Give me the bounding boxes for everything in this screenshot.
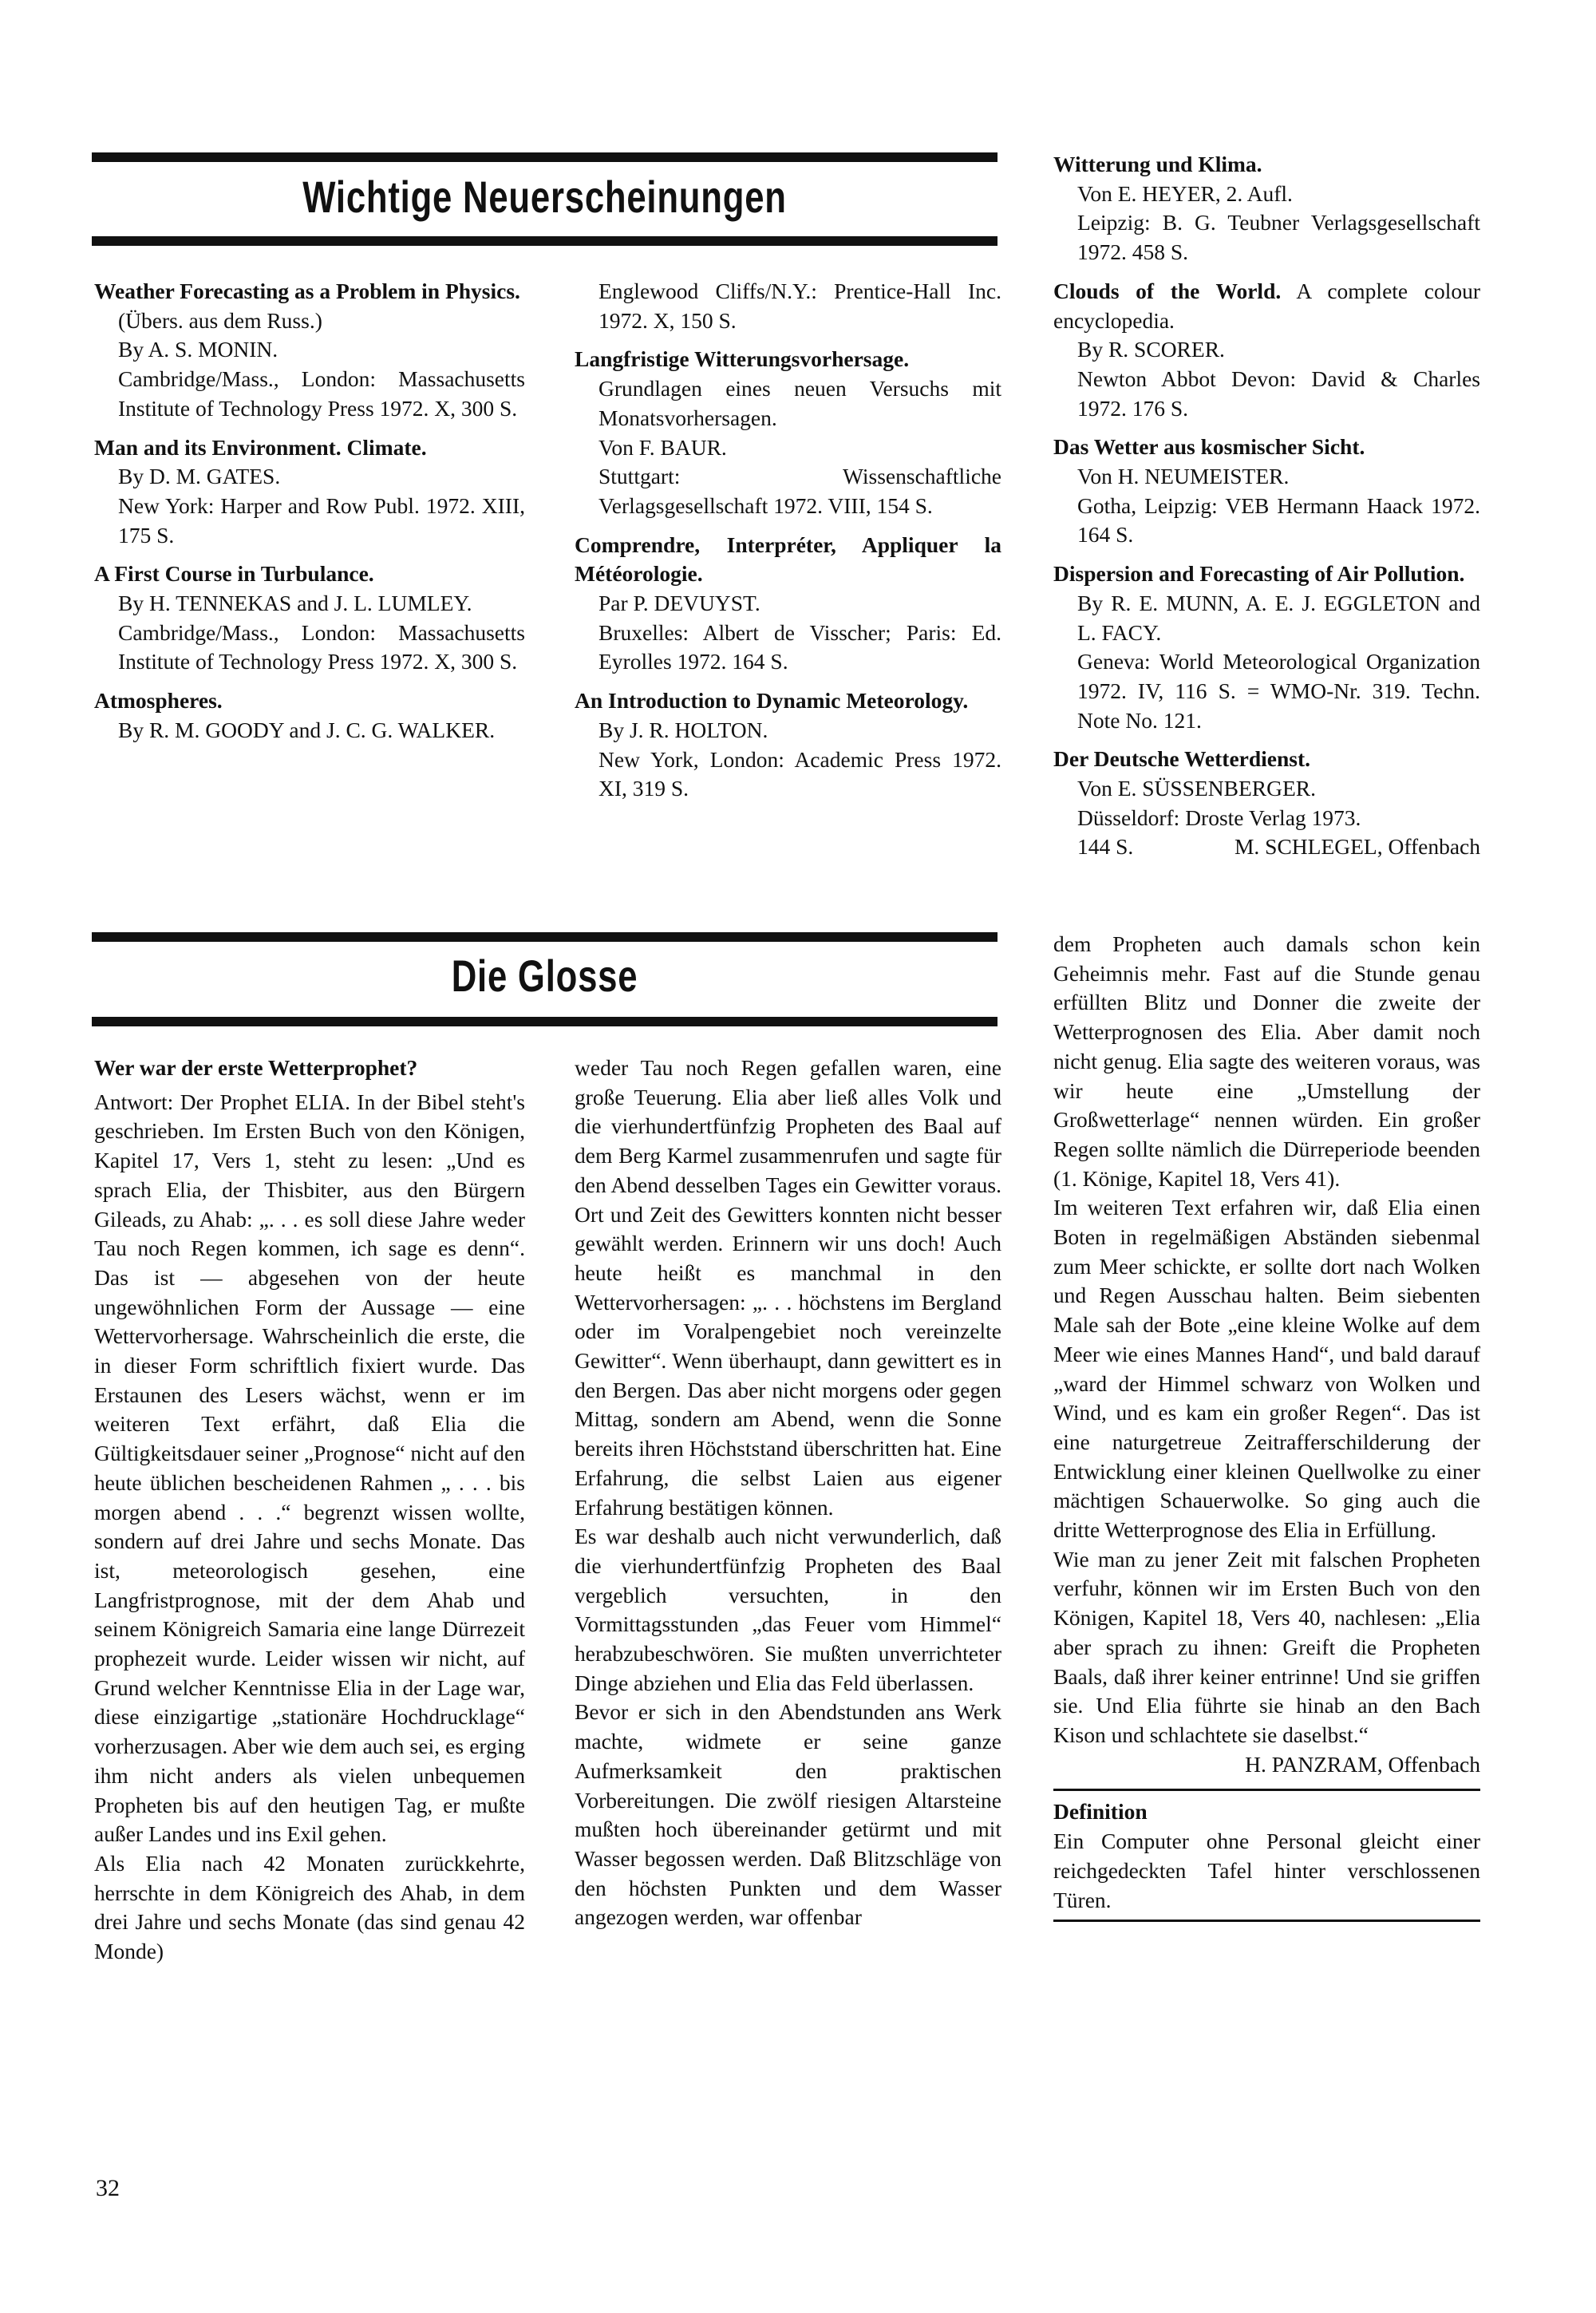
book-detail: Cambridge/Mass., London: Massachusetts Institute of Technology Press 1972. X, 300 S. — [118, 619, 525, 674]
book-detail: Leipzig: B. G. Teubner Verlagsgesellschaft 1972. 458 S. — [1077, 210, 1480, 265]
book-entry — [575, 686, 1001, 804]
glosse-paragraph: Bevor er sich in den Abendstunden ans Werk machte, widmete er seine ganze Aufmerksamkeit den praktischen Vorbereitungen. Die zwölf riesigen Altarsteine mußten hoch übereinander getürmt und mit Wasser begossen werden. Daß Blitzschläge von den höchsten Punkten und dem Wasser angezogen werden, war offenbar — [575, 1699, 1001, 1930]
book-detail: Englewood Cliffs/N.Y.: Prentice-Hall Inc. 1972. X, 150 S. — [598, 279, 1001, 333]
book-detail: (Übers. aus dem Russ.) — [118, 307, 322, 333]
page-count: 144 S. — [1077, 834, 1134, 860]
book-title: Man and its Environment. Climate. — [94, 434, 427, 460]
book-title: Atmospheres. — [94, 688, 223, 714]
book-detail: By R. SCORER. — [1077, 337, 1225, 362]
glosse-paragraph: Im weiteren Text erfahren wir, daß Elia einen Boten in regelmäßigen Abständen siebenmal zum Meer schickte, er sollte dort nach Wolken und Regen Ausschau halten. Beim siebenten Male sah der Bote „eine kleine Wolke auf dem Meer wie eines Mannes Hand“, und bald darauf „ward der Himmel schwarz von Wolken und Wind, und es kam ein großer Regen“. Das ist eine naturgetreue Zeitrafferschilderung der Entwicklung einer kleinen Quellwolke zu einer mächtigen Schauerwolke. So ging auch die dritte Wetterprognose des Elia in Erfüllung. — [1053, 1195, 1480, 1543]
book-detail: Von F. BAUR. — [598, 434, 727, 460]
book-entry — [94, 277, 525, 424]
glosse-author: H. PANZRAM, Offenbach — [1245, 1751, 1480, 1777]
book-entry — [94, 559, 525, 677]
book-title: Comprendre, Interpréter, Appliquer la Météorologie. — [575, 532, 1001, 587]
book-title: Dispersion and Forecasting of Air Pollution. — [1053, 561, 1465, 587]
book-detail-signature — [1053, 832, 1480, 862]
book-detail: By H. TENNEKAS and J. L. LUMLEY. — [118, 591, 472, 616]
book-detail: By J. R. HOLTON. — [598, 717, 768, 742]
book-entry — [94, 433, 525, 551]
glosse-paragraph: weder Tau noch Regen gefallen waren, eine große Teuerung. Elia aber ließ alles Volk und die vierhundertfünfzig Propheten des Baal auf dem Berg Karmel zusammenrufen und sagte für den Abend desselben Tages ein Gewitter voraus. Ort und Zeit des Gewitters konnten nicht besser gewählt werden. Erinnern wir uns doch! Auch heute heißt es manchmal in den Wettervorhersagen: „. . . höchstens im Bergland oder im Voralpengebiet noch vereinzelte Gewitter“. Wenn überhaupt, dann gewittert es in den Bergen. Das aber nicht morgens oder gegen Mittag, sondern am Abend, wenn die Sonne bereits ihren Höchststand überschritten hat. Eine Erfahrung, die selbst Laien aus eigener Erfahrung bestätigen können. — [575, 1055, 1001, 1520]
book-detail: By D. M. GATES. — [118, 464, 281, 489]
book-detail: Cambridge/Mass., London: Massachusetts Institute of Technology Press 1972. X, 300 S. — [118, 366, 525, 421]
book-entry — [1053, 277, 1480, 424]
glosse-top-rule — [92, 932, 998, 942]
book-detail: New York, London: Academic Press 1972. XI, 319 S. — [598, 746, 1001, 801]
book-detail: Von E. SÜSSENBERGER. — [1077, 776, 1316, 801]
book-entry — [94, 686, 525, 745]
books-column-3 — [1053, 150, 1480, 872]
glosse-question: Wer war der erste Wetterprophet? — [94, 1055, 418, 1080]
book-title: Witterung und Klima. — [1053, 152, 1262, 176]
book-detail: By A. S. MONIN. — [118, 337, 279, 362]
section-title-glosse: Die Glosse — [451, 951, 638, 1001]
section-title-neuerscheinungen: Wichtige Neuerscheinungen — [302, 172, 787, 222]
book-entry — [575, 345, 1001, 520]
book-title-text: Clouds of the World. — [1053, 278, 1282, 303]
top-rule — [92, 152, 998, 162]
book-detail: Düsseldorf: Droste Verlag 1973. — [1077, 805, 1361, 830]
book-entry — [1053, 559, 1480, 735]
glosse-paragraph: dem Propheten auch damals schon kein Geheimnis mehr. Fast auf die Stunde genau erfüllten Blitz und Donner die zweite der Wetterprognosen des Elia. Aber damit noch nicht genug. Elia sagte des weiteren voraus, was wir heute eine „Umstellung der Großwetterlage“ nennen würden. Ein großer Regen sollte nämlich die Dürreperiode beenden (1. Könige, Kapitel 18, Vers 41). — [1053, 931, 1480, 1191]
definition-bottom-rule — [1053, 1920, 1480, 1922]
book-entry — [575, 531, 1001, 678]
book-detail: Par P. DEVUYST. — [598, 591, 760, 616]
book-title: A First Course in Turbulance. — [94, 561, 374, 587]
book-detail: Von H. NEUMEISTER. — [1077, 464, 1290, 489]
definition-title: Definition — [1053, 1799, 1148, 1825]
page-number: 32 — [96, 2175, 120, 2201]
book-entry — [1053, 745, 1480, 862]
definition-rule — [1053, 1789, 1480, 1791]
book-detail: Newton Abbot Devon: David & Charles 1972. 176 S. — [1077, 366, 1480, 421]
book-title: Der Deutsche Wetterdienst. — [1053, 746, 1311, 772]
book-title: Weather Forecasting as a Problem in Physics. — [94, 279, 520, 303]
under-title-rule — [92, 236, 998, 246]
definition-text: Ein Computer ohne Personal gleicht einer reichgedeckten Tafel hinter verschlossenen Türen. — [1053, 1829, 1480, 1912]
book-detail: Geneva: World Meteorological Organization 1972. IV, 116 S. = WMO-Nr. 319. Techn. Note No. 121. — [1077, 649, 1480, 733]
book-title: Langfristige Witterungsvorhersage. — [575, 346, 910, 372]
books-column-2 — [575, 277, 1001, 813]
book-detail: Bruxelles: Albert de Visscher; Paris: Ed. Eyrolles 1972. 164 S. — [598, 619, 1001, 674]
book-subtitle: A complete colour encyclopedia. — [1053, 278, 1481, 333]
books-column-1 — [94, 277, 525, 755]
glosse-paragraph: Wie man zu jener Zeit mit falschen Propheten verfuhr, können wir im Ersten Buch von den Königen, Kapitel 18, Vers 40, nachlesen: „Elia aber sprach zu ihnen: Greift die Propheten Baals, daß ihrer keiner entrinne! Und sie griffen sie. Und Elia führte sie hinab an den Bach Kison und schlachtete sie daselbst.“ — [1053, 1546, 1480, 1747]
glosse-column-2 — [575, 1054, 1001, 1932]
book-entry — [575, 277, 1001, 335]
book-detail: Stuttgart: Wissenschaftliche Verlagsgesellschaft 1972. VIII, 154 S. — [598, 464, 1001, 518]
book-title: An Introduction to Dynamic Meteorology. — [575, 688, 969, 714]
book-detail: Von E. HEYER, 2. Aufl. — [1077, 180, 1293, 206]
book-detail: Grundlagen eines neuen Versuchs mit Monatsvorhersagen. — [598, 376, 1001, 430]
book-detail: Gotha, Leipzig: VEB Hermann Haack 1972. 164 S. — [1077, 492, 1480, 548]
glosse-paragraph: Als Elia nach 42 Monaten zurückkehrte, herrschte in dem Königreich des Ahab, in dem drei Jahre und sechs Monate (das sind genau 42 Monde) — [94, 1850, 525, 1964]
glosse-under-rule — [92, 1017, 998, 1026]
reviewer-signature: M. SCHLEGEL, Offenbach — [1234, 834, 1480, 860]
book-entry — [1053, 150, 1480, 267]
book-detail: New York: Harper and Row Publ. 1972. XIII, 175 S. — [118, 492, 525, 548]
book-detail: By R. E. MUNN, A. E. J. EGGLETON and L. FACY. — [1077, 590, 1480, 645]
glosse-paragraph: Es war deshalb auch nicht verwunderlich, daß die vierhundertfünfzig Propheten des Baal vergeblich versuchten, in den Vormittagsstunden „das Feuer vom Himmel“ herabzubeschwören. Sie mußten unverrichteter Dinge abziehen und Elia das Feld überlassen. — [575, 1524, 1001, 1695]
book-detail: By R. M. GOODY and J. C. G. WALKER. — [118, 717, 496, 742]
glosse-paragraph: Antwort: Der Prophet ELIA. In der Bibel steht's geschrieben. Im Ersten Buch von den Königen, Kapitel 17, Vers 1, steht zu lesen: „Und es sprach Elia, der Thisbiter, aus den Bürgern Gileads, zu Ahab: „. . . es soll diese Jahre weder Tau noch Regen kommen, ich sage es denn“. Das ist — abgesehen von der heute ungewöhnlichen Form der Aussage — eine Wettervorhersage. Wahrscheinlich die erste, die in dieser Form schriftlich fixiert wurde. Das Erstaunen des Lesers wächst, wenn er im weiteren Text erfährt, daß Elia die Gültigkeitsdauer seiner „Prognose“ nicht auf den heute üblichen bescheidenen Rahmen „ . . . bis morgen abend . . .“ begrenzt wissen wollte, sondern auf drei Jahre und sechs Monate. Das ist, meteorologisch gesehen, eine Langfristprognose, mit der dem Ahab und seinem Königreich Samaria eine lange Dürrezeit prophezeit wurde. Leider wissen wir nicht, auf Grund welcher Kenntnisse Elia in der Lage war, diese einzigartige „stationäre Hochdrucklage“ vorherzusagen. Aber wie dem auch sei, es erging ihm nicht anders als vielen unbequemen Propheten bis auf den heutigen Tag, er mußte außer Landes und ins Exil gehen. — [94, 1089, 525, 1847]
book-title: Das Wetter aus kosmischer Sicht. — [1053, 434, 1365, 460]
glosse-column-1 — [94, 1054, 525, 1967]
book-entry — [1053, 433, 1480, 550]
book-title — [1053, 277, 1480, 335]
glosse-column-3 — [1053, 930, 1480, 1922]
